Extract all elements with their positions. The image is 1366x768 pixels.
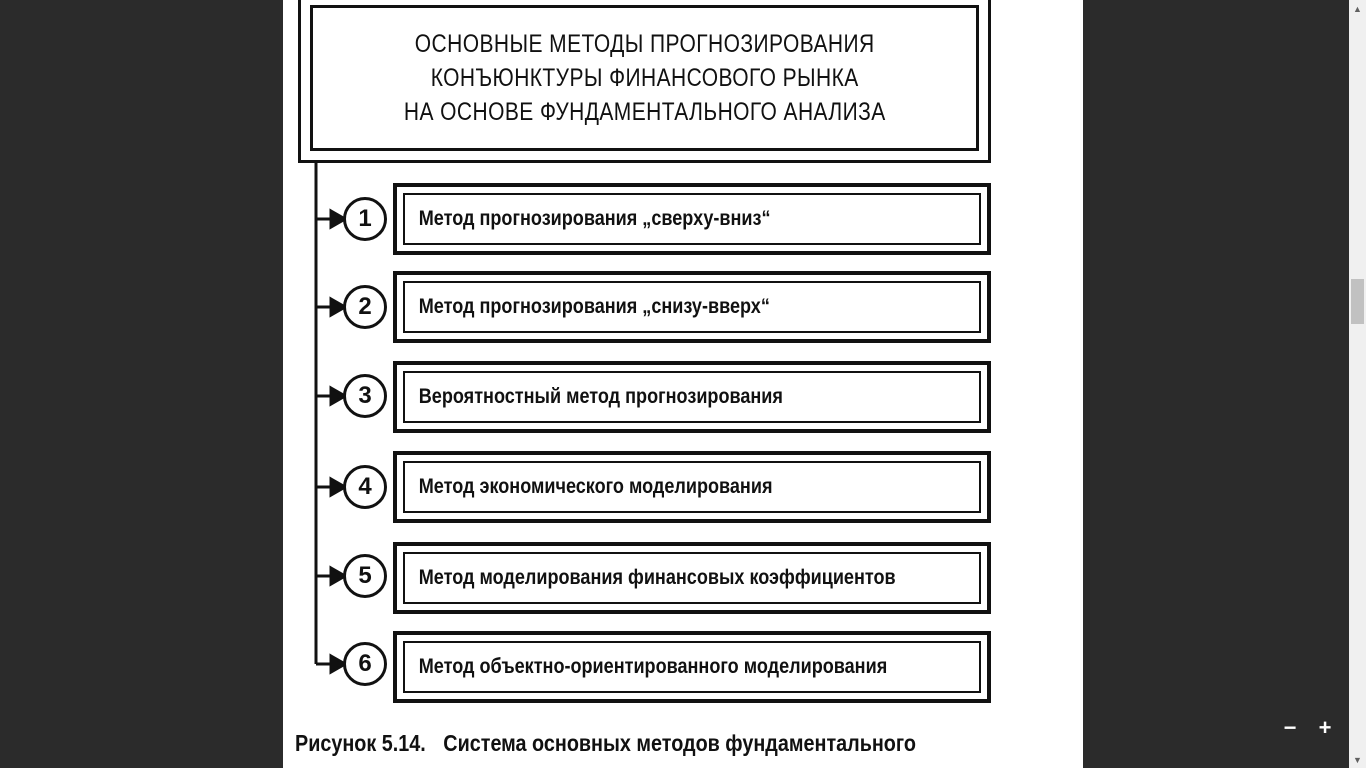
method-box-6	[393, 631, 991, 703]
method-number-5: 5	[343, 554, 387, 598]
caption-number: Рисунок 5.14.	[295, 730, 426, 756]
caption-text: Система основных методов фундаментального	[443, 730, 916, 756]
zoom-in-button[interactable]: +	[1318, 715, 1332, 740]
method-label-4: Метод экономического моделирования	[418, 475, 773, 498]
figure-title-line: НА ОСНОВЕ ФУНДАМЕНТАЛЬНОГО АНАЛИЗА	[403, 98, 886, 126]
method-box-2	[393, 271, 991, 343]
scroll-down-arrow-icon[interactable]: ▼	[1353, 754, 1362, 765]
figure-title-line: ОСНОВНЫЕ МЕТОДЫ ПРОГНОЗИРОВАНИЯ	[414, 30, 875, 58]
scrollbar-thumb[interactable]	[1351, 279, 1364, 324]
method-number-3: 3	[343, 374, 387, 418]
figure-title-line: КОНЪЮНКТУРЫ ФИНАНСОВОГО РЫНКА	[430, 64, 859, 92]
method-number-6: 6	[343, 642, 387, 686]
vertical-scrollbar[interactable]	[1349, 0, 1366, 768]
method-number-2: 2	[343, 285, 387, 329]
zoom-out-button[interactable]: −	[1283, 715, 1297, 740]
document-page	[283, 0, 1083, 768]
method-label-6: Метод объектно-ориентированного моделирования	[418, 655, 888, 678]
method-box-3	[393, 361, 991, 433]
method-box-5	[393, 542, 991, 614]
method-label-5: Метод моделирования финансовых коэффициентов	[418, 566, 896, 589]
scroll-up-arrow-icon[interactable]: ▲	[1353, 3, 1362, 14]
figure-caption	[295, 730, 916, 757]
method-box-1	[393, 183, 991, 255]
method-label-2: Метод прогнозирования „снизу-вверх“	[418, 295, 770, 318]
method-number-1: 1	[343, 197, 387, 241]
method-label-3: Вероятностный метод прогнозирования	[418, 385, 783, 408]
method-box-4	[393, 451, 991, 523]
method-number-4: 4	[343, 465, 387, 509]
method-label-1: Метод прогнозирования „сверху-вниз“	[418, 207, 771, 230]
